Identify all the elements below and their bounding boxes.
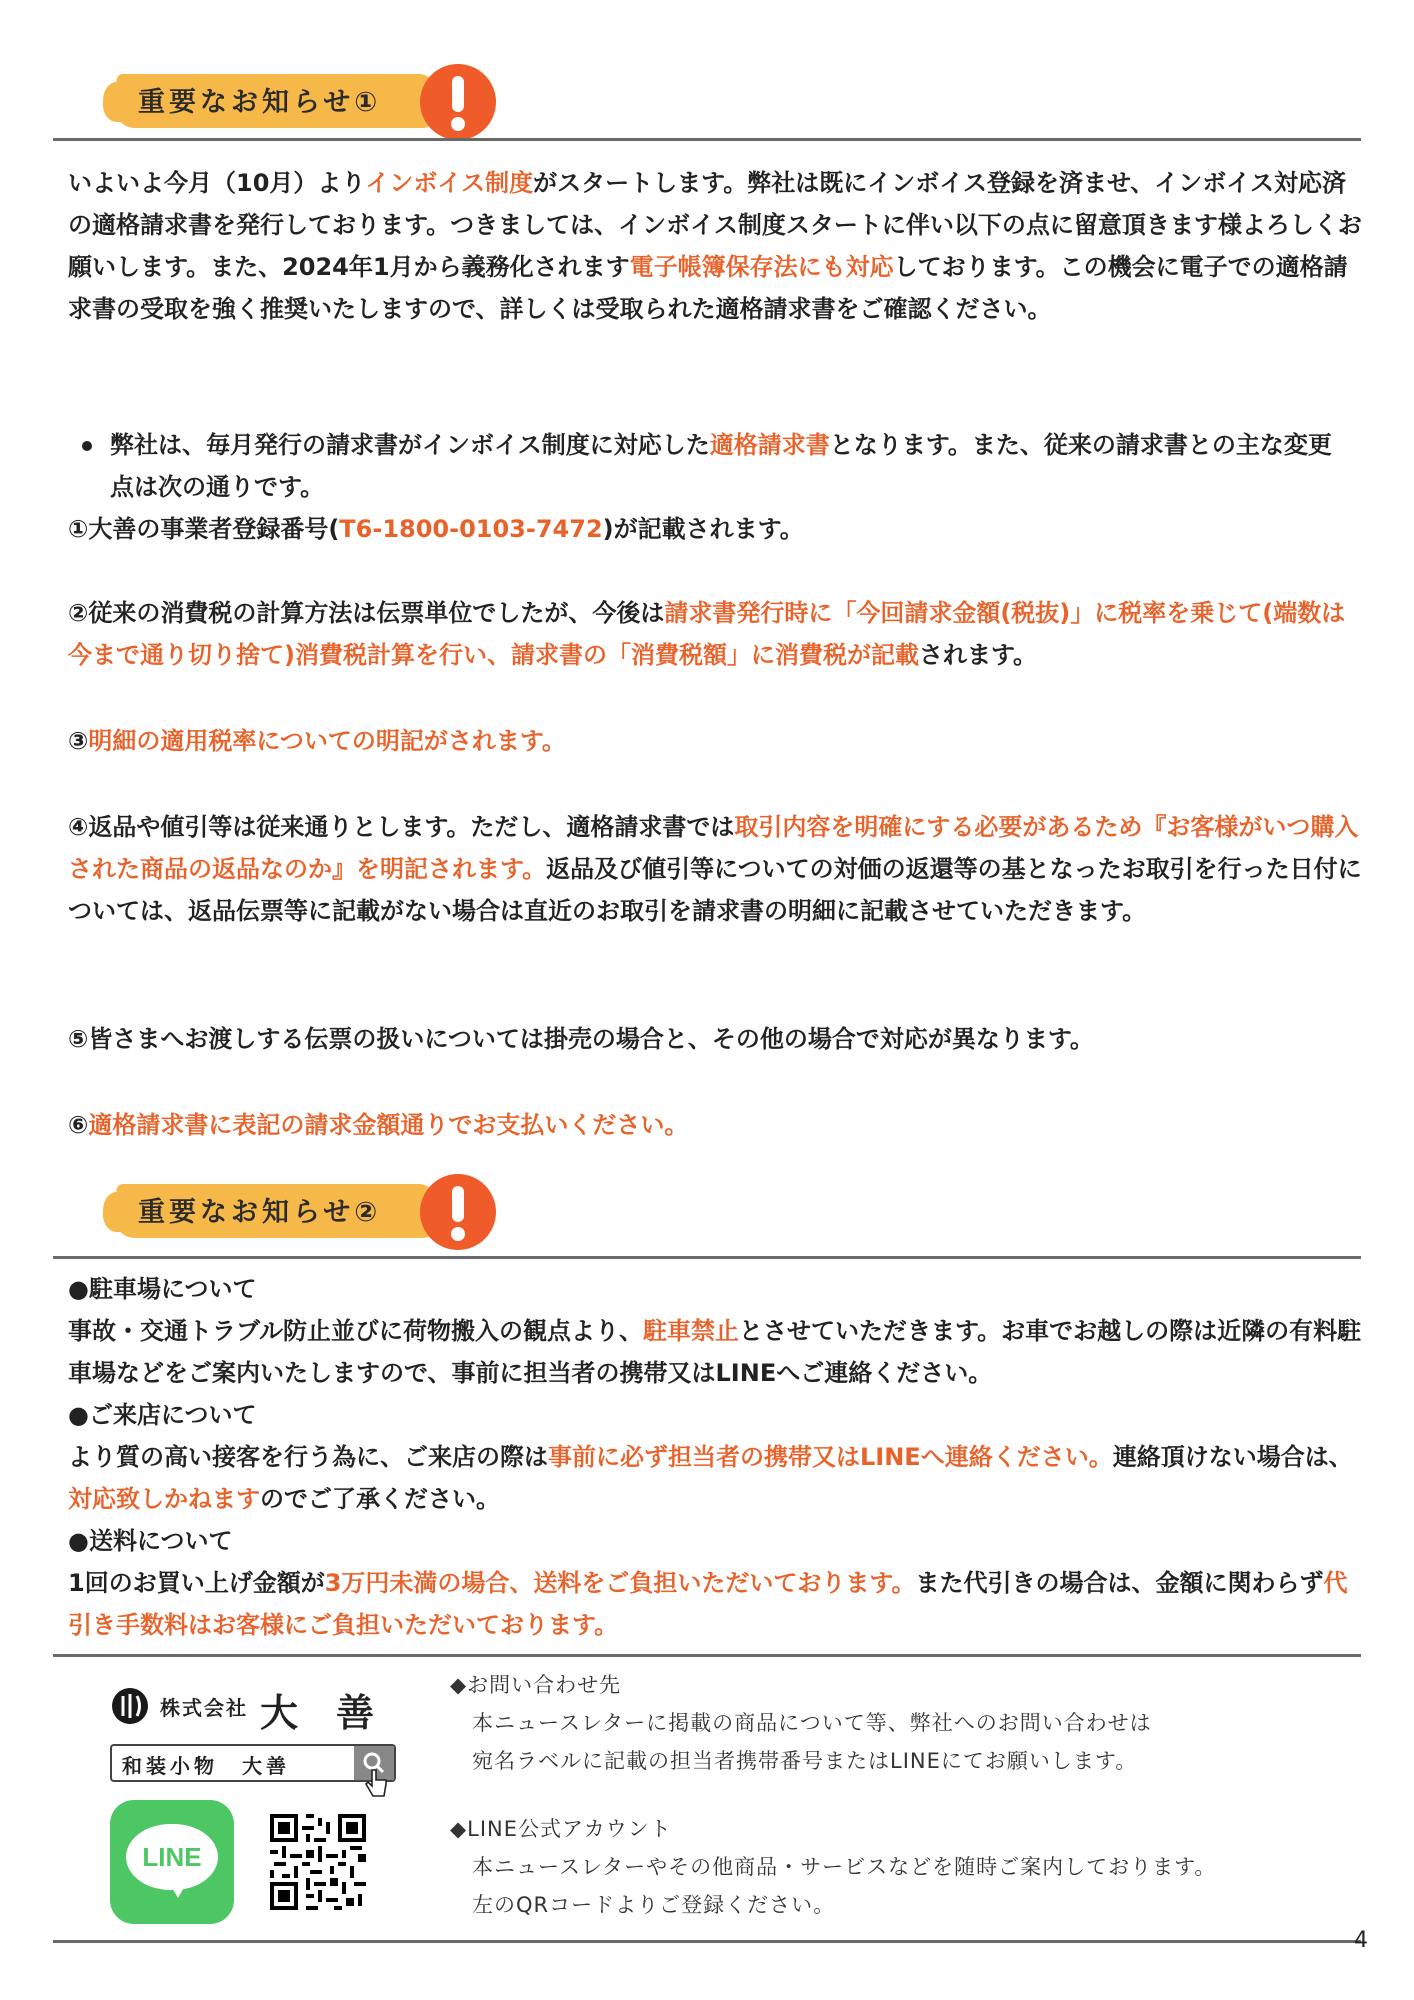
alert-icon [420, 64, 496, 140]
body-text: ①大善の事業者登録番号( [68, 515, 340, 543]
body-text: また代引きの場合は、金額に関わらず [915, 1569, 1324, 1597]
section1-divider [53, 138, 1361, 141]
contact-line-1: 本ニュースレターに掲載の商品について等、弊社へのお問い合わせは [472, 1711, 1152, 1735]
highlight-text: 取引内容を明確にする必要があるため『お客様がいつ購入された商品の返品なのか』を明記されます。 [68, 813, 1359, 883]
item-5 [68, 1018, 1368, 1060]
contact-line-2: 宛名ラベルに記載の担当者携帯番号またはLINEにてお願いします。 [472, 1749, 1138, 1773]
highlight-text: 駐車禁止 [643, 1317, 740, 1345]
line-account-line-2: 左のQRコードよりご登録ください。 [472, 1893, 836, 1917]
shipping-body [68, 1562, 1368, 1646]
body-text: されます。 [918, 641, 1038, 669]
item-3 [68, 720, 1368, 762]
body-text: より質の高い接客を行う為に、ご来店の際は [68, 1443, 548, 1471]
shipping-heading: ●送料について [68, 1527, 233, 1555]
item-6 [68, 1104, 1368, 1146]
line-label: LINE [142, 1842, 202, 1872]
company-logo [110, 1682, 410, 1735]
line-account-heading: ◆LINE公式アカウント [450, 1817, 672, 1841]
item-4 [68, 806, 1368, 932]
body-text: 返品及び値引等についての対価の返還等の基となったお取引を行った日付については、返品伝票等に記載がない場合は直近のお取引を請求書の明細に記載させていただきます。 [68, 855, 1362, 925]
item-1 [68, 508, 1368, 550]
body-text: 弊社は、毎月発行の請求書がインボイス制度に対応した [110, 431, 710, 459]
footer-top-divider [53, 1654, 1361, 1657]
body-text: ②従来の消費税の計算方法は伝票単位でしたが、今後は [68, 599, 665, 627]
line-bubble [126, 1824, 218, 1890]
alert-icon [420, 1174, 496, 1250]
body-text: 連絡頂けない場合は、 [1112, 1443, 1353, 1471]
section2-header [100, 1150, 500, 1270]
highlight-text: インボイス制度 [365, 169, 534, 197]
parking-heading: ●駐車場について [68, 1275, 257, 1303]
body-text: ⑥ [68, 1111, 89, 1139]
qr-code[interactable] [266, 1810, 370, 1914]
search-text: 和装小物 大善 [122, 1754, 290, 1778]
body-text: 事故・交通トラブル防止並びに荷物搬入の観点より、 [68, 1317, 644, 1345]
highlight-text: 事前に必ず担当者の携帯又はLINEへ連絡ください。 [548, 1443, 1113, 1471]
highlight-text: T6-1800-0103-7472 [339, 515, 603, 543]
body-text: とさせていただきます。お車でお越しの際は近隣の有料駐車場などをご案内いたしますので、事前に担当者の携帯又はLINEへご連絡ください。 [68, 1317, 1362, 1387]
section1-title: 重要なお知らせ① [138, 87, 382, 118]
bullet-paragraph [110, 424, 1350, 508]
highlight-text: 代引き手数料はお客様にご負担いただいております。 [68, 1569, 1348, 1639]
section2-divider [53, 1256, 1361, 1259]
contact-heading: ◆お問い合わせ先 [450, 1673, 622, 1697]
body-text: ③ [68, 727, 89, 755]
body-text: しております。この機会に電子での適格請求書の受取を強く推奨いたしますので、詳しくは受取られた適格請求書をご確認ください。 [68, 253, 1348, 323]
body-text: )が記載されます。 [602, 515, 804, 543]
body-text: となります。また、従来の請求書との主な変更点は次の通りです。 [110, 431, 1332, 501]
line-account-line-1: 本ニュースレターやその他商品・サービスなどを随時ご案内しております。 [472, 1855, 1217, 1879]
company-mark-icon [110, 1686, 150, 1726]
footer-bottom-divider [53, 1940, 1361, 1943]
search-box[interactable] [110, 1744, 396, 1782]
highlight-text: 電子帳簿保存法にも対応 [629, 253, 894, 281]
section1-header [100, 40, 500, 160]
parking-body [68, 1310, 1368, 1394]
bullet-dot [82, 441, 92, 451]
highlight-text: 適格請求書 [709, 431, 830, 459]
highlight-text: 対応致しかねます [68, 1485, 260, 1513]
highlight-text: 請求書発行時に「今回請求金額(税抜)」に税率を乗じて(端数は今まで通り切り捨て)消費税計算を行い、請求書の「消費税額」に消費税が記載 [68, 599, 1346, 669]
visit-body [68, 1436, 1368, 1520]
intro-paragraph [68, 162, 1368, 330]
item-2 [68, 592, 1368, 676]
body-text: ④返品や値引等は従来通りとします。ただし、適格請求書では [68, 813, 735, 841]
line-badge[interactable] [110, 1800, 234, 1924]
body-text: がスタートします。弊社は既にインボイス登録を済ませ、インボイス対応済の適格請求書を発行しております。つきましては、インボイス制度スタートに伴い以下の点に留意頂きます様よろしくお願いします。また、2024年1月から義務化されます [68, 169, 1362, 281]
body-text: ⑤皆さまへお渡しする伝票の扱いについては掛売の場合と、その他の場合で対応が異なります。 [68, 1025, 1094, 1053]
section2-title: 重要なお知らせ② [138, 1197, 382, 1228]
company-prefix: 株式会社 [160, 1696, 248, 1720]
visit-heading: ●ご来店について [68, 1401, 257, 1429]
company-name: 大 善 [260, 1690, 375, 1735]
cursor-hand-icon [364, 1768, 388, 1798]
page-number: 4 [1354, 1928, 1368, 1953]
highlight-text: 明細の適用税率についての明記がされます。 [88, 727, 566, 755]
body-text: のでご了承ください。 [260, 1485, 500, 1513]
highlight-text: 適格請求書に表記の請求金額通りでお支払いください。 [88, 1111, 689, 1139]
body-text: 1回のお買い上げ金額が [68, 1569, 325, 1597]
highlight-text: 3万円未満の場合、送料をご負担いただいております。 [324, 1569, 916, 1597]
body-text: いよいよ今月（10月）より [68, 169, 366, 197]
